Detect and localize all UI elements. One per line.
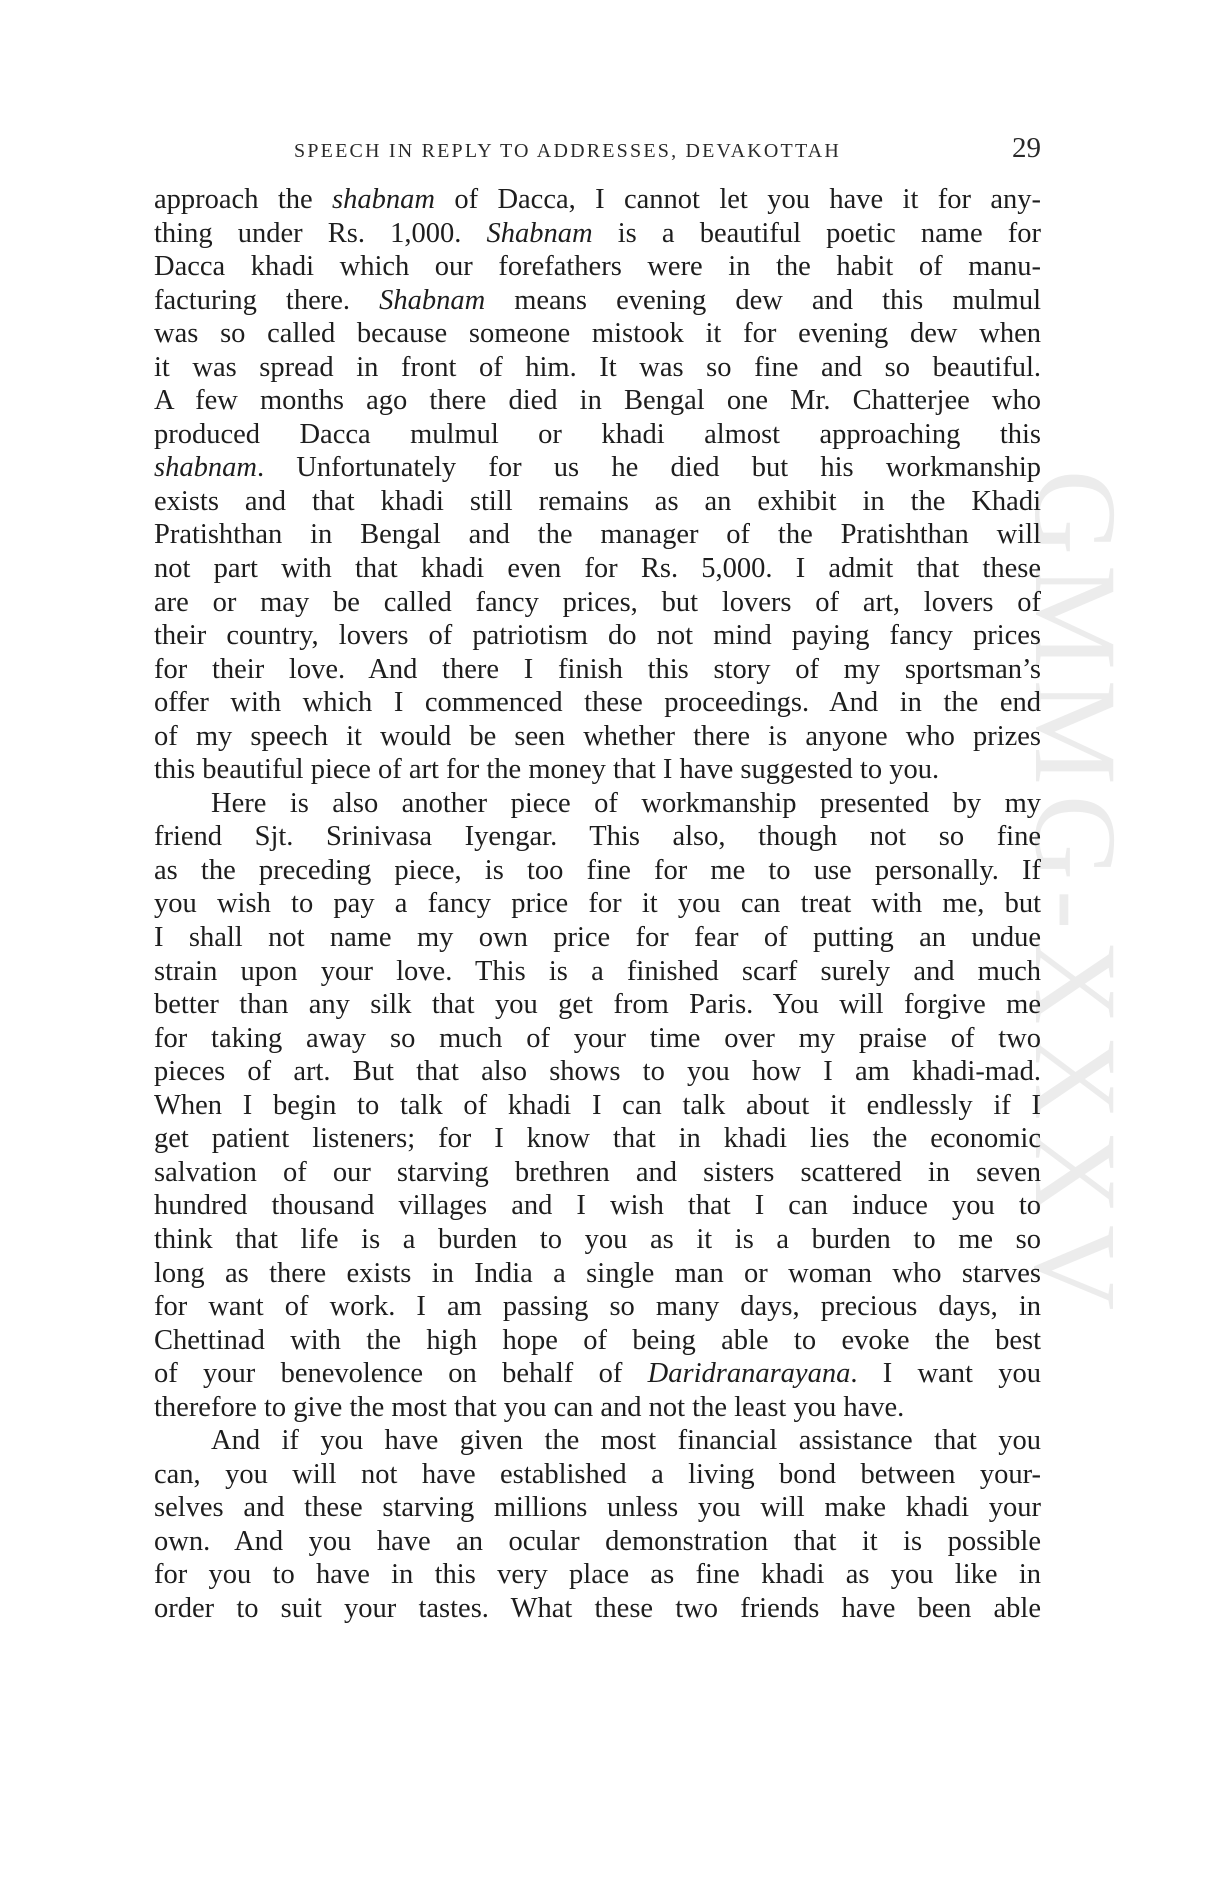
text-line	[154, 1458, 1041, 1492]
text-run: better than any silk that you get from Paris. You will forgive me	[154, 989, 1041, 1021]
text-run: for their love. And there I finish this story of my sportsman’s	[154, 653, 1041, 685]
text-line	[154, 485, 1041, 519]
text-run: can, you will not have established a living bond between your-	[154, 1458, 1041, 1490]
running-head: SPEECH IN REPLY TO ADDRESSES, DEVAKOTTAH	[294, 140, 842, 162]
text-line	[154, 854, 1041, 888]
text-run: as the preceding piece, is too fine for me to use personally. If	[154, 854, 1041, 886]
text-run: . Unfortunately for us he died but his workmanship	[256, 452, 1041, 484]
page-number: 29	[1012, 132, 1041, 164]
text-line	[154, 686, 1041, 720]
text-run: it was spread in front of him. It was so fine and so beautiful.	[154, 351, 1041, 383]
text-line	[154, 183, 1041, 217]
text-run: for want of work. I am passing so many days, precious days, in	[154, 1291, 1041, 1323]
text-run: produced Dacca mulmul or khadi almost approaching this	[154, 418, 1041, 450]
text-run: order to suit your tastes. What these two friends have been able	[154, 1592, 1041, 1624]
text-line	[154, 1055, 1041, 1089]
text-run: is a beautiful poetic name for	[592, 217, 1041, 249]
text-line	[154, 787, 1041, 821]
text-run: not part with that khadi even for Rs. 5,000. I admit that these	[154, 553, 1041, 585]
text-line	[154, 552, 1041, 586]
text-run: exists and that khadi still remains as an exhibit in the Khadi	[154, 485, 1041, 517]
text-run: hundred thousand villages and I wish that I can induce you to	[154, 1190, 1041, 1222]
italic-term: Daridranarayana	[647, 1358, 851, 1390]
text-line	[154, 653, 1041, 687]
text-line	[154, 1491, 1041, 1525]
italic-term: Shabnam	[486, 217, 593, 249]
text-run: offer with which I commenced these proceedings. And in the end	[154, 687, 1041, 719]
text-run: their country, lovers of patriotism do not mind paying fancy prices	[154, 620, 1041, 652]
text-run: . I want you	[850, 1358, 1041, 1390]
body-text	[154, 183, 1041, 1626]
text-run: get patient listeners; for I know that in khadi lies the economic	[154, 1123, 1041, 1155]
text-run: When I begin to talk of khadi I can talk about it endlessly if I	[154, 1089, 1041, 1121]
text-run: think that life is a burden to you as it is a burden to me so	[154, 1223, 1041, 1255]
text-run: this beautiful piece of art for the money that I have suggested to you.	[154, 754, 940, 786]
text-line	[154, 451, 1041, 485]
text-run: means evening dew and this mulmul	[485, 284, 1041, 316]
text-line	[154, 753, 1041, 787]
text-run: own. And you have an ocular demonstration that it is possible	[154, 1525, 1041, 1557]
text-line	[154, 317, 1041, 351]
text-run: you wish to pay a fancy price for it you can treat with me, but	[154, 888, 1041, 920]
text-run: thing under Rs. 1,000.	[154, 217, 487, 249]
text-line	[154, 887, 1041, 921]
text-line	[154, 955, 1041, 989]
text-line	[154, 1089, 1041, 1123]
text-line	[154, 1290, 1041, 1324]
text-run: Dacca khadi which our forefathers were in the habit of manu-	[154, 251, 1041, 283]
text-run: approach the	[154, 184, 333, 215]
text-run: facturing there.	[154, 284, 380, 316]
text-line	[154, 1156, 1041, 1190]
text-run: of Dacca, I cannot let you have it for any-	[434, 184, 1041, 215]
text-line	[154, 921, 1041, 955]
text-line	[154, 1558, 1041, 1592]
text-line	[154, 1223, 1041, 1257]
text-line	[154, 720, 1041, 754]
text-run: pieces of art. But that also shows to you how I am khadi-mad.	[154, 1056, 1041, 1088]
page-header	[154, 132, 1041, 172]
italic-term: Shabnam	[379, 284, 486, 316]
text-run: for taking away so much of your time over my praise of two	[154, 1022, 1041, 1054]
text-run: salvation of our starving brethren and sisters scattered in seven	[154, 1156, 1041, 1188]
text-line	[154, 284, 1041, 318]
text-line	[154, 619, 1041, 653]
italic-term: shabnam	[332, 184, 435, 215]
text-line	[154, 418, 1041, 452]
text-run: Here is also another piece of workmanship presented by my	[211, 787, 1041, 819]
text-run: of your benevolence on behalf of	[154, 1358, 648, 1390]
watermark	[1010, 330, 1141, 1460]
text-line	[154, 1357, 1041, 1391]
text-line	[154, 1525, 1041, 1559]
text-run: was so called because someone mistook it for evening dew when	[154, 318, 1041, 350]
text-line	[154, 384, 1041, 418]
text-line	[154, 250, 1041, 284]
text-line	[154, 1391, 1041, 1425]
text-line	[154, 1424, 1041, 1458]
text-line	[154, 988, 1041, 1022]
text-run: A few months ago there died in Bengal one Mr. Chatterjee who	[154, 385, 1041, 417]
text-line	[154, 586, 1041, 620]
text-run: selves and these starving millions unless you will make khadi your	[154, 1492, 1041, 1524]
text-run: for you to have in this very place as fine khadi as you like in	[154, 1559, 1041, 1591]
text-line	[154, 518, 1041, 552]
text-run: Pratishthan in Bengal and the manager of the Pratishthan will	[154, 519, 1041, 551]
text-run: And if you have given the most financial assistance that you	[211, 1425, 1041, 1457]
text-line	[154, 820, 1041, 854]
text-line	[154, 351, 1041, 385]
text-run: Chettinad with the high hope of being able to evoke the best	[154, 1324, 1041, 1356]
text-line	[154, 1324, 1041, 1358]
text-run: are or may be called fancy prices, but lovers of art, lovers of	[154, 586, 1041, 618]
text-line	[154, 1257, 1041, 1291]
text-run: of my speech it would be seen whether there is anyone who prizes	[154, 720, 1041, 752]
italic-term: shabnam	[154, 452, 257, 484]
text-line	[154, 1122, 1041, 1156]
text-run: therefore to give the most that you can and not the least you have.	[154, 1391, 905, 1423]
text-line	[154, 1592, 1041, 1626]
text-line	[154, 217, 1041, 251]
text-line	[154, 1022, 1041, 1056]
text-run: I shall not name my own price for fear of putting an undue	[154, 922, 1041, 954]
text-line	[154, 1189, 1041, 1223]
text-run: strain upon your love. This is a finished scarf surely and much	[154, 955, 1041, 987]
text-run: long as there exists in India a single man or woman who starves	[154, 1257, 1041, 1289]
text-run: friend Sjt. Srinivasa Iyengar. This also, though not so fine	[154, 821, 1041, 853]
watermark-text: GMMG-XXXV	[1010, 469, 1141, 1321]
